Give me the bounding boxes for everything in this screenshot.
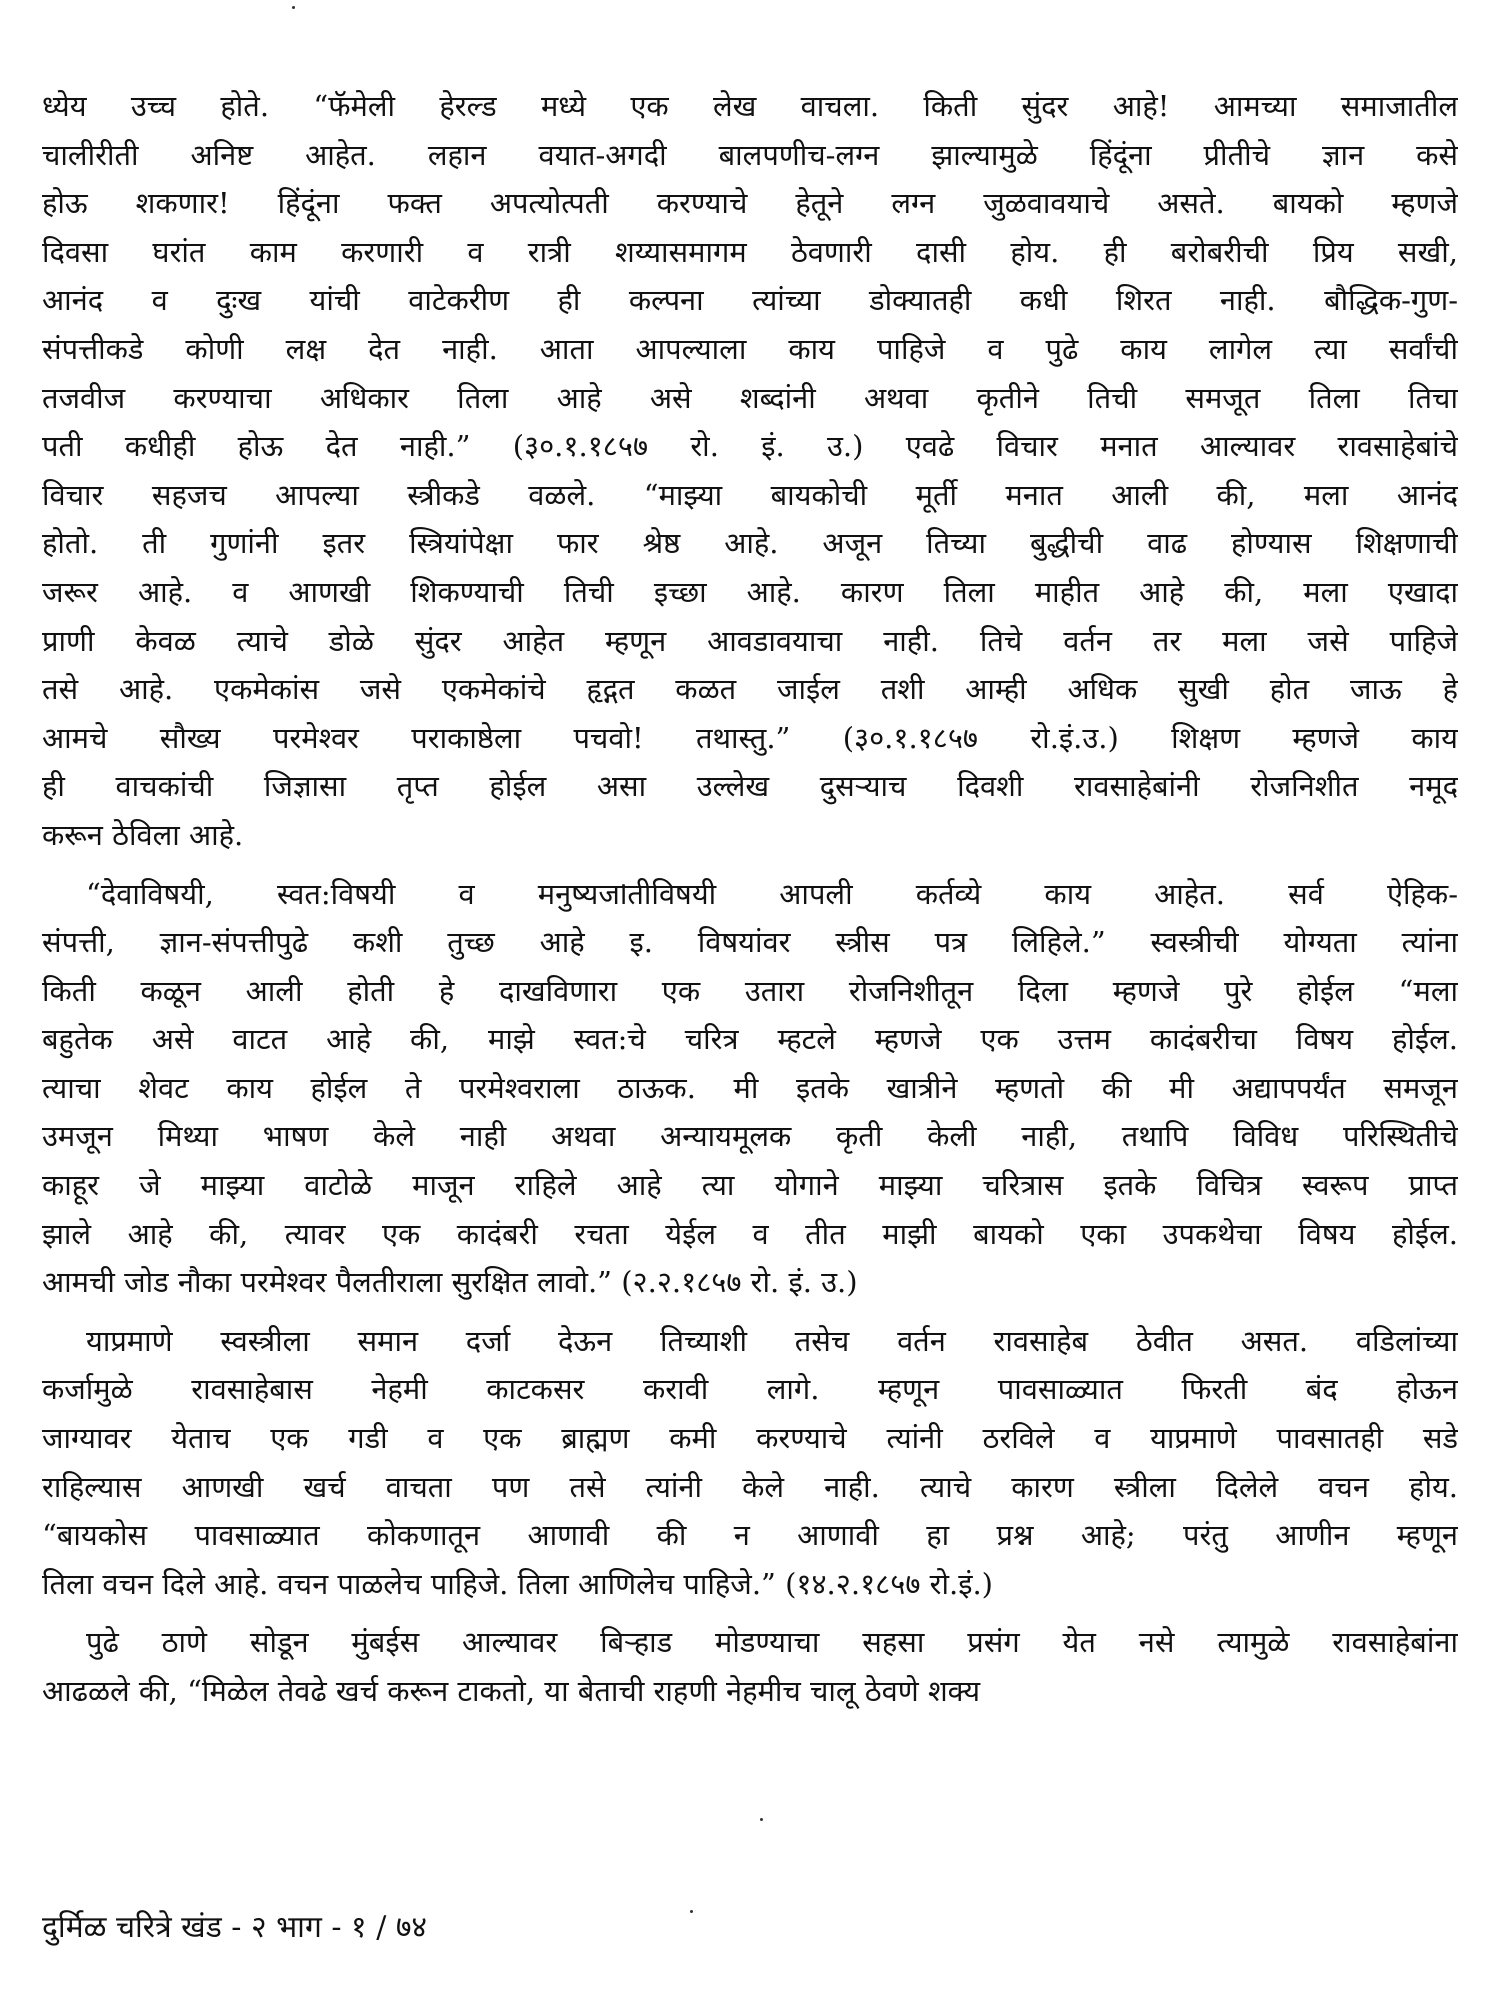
- text-line: प्राणी केवळ त्याचे डोळे सुंदर आहेत म्हणून आवडावयाचा नाही. तिचे वर्तन तर मला जसे पाहिजे: [42, 623, 1458, 658]
- text-line: ही वाचकांची जिज्ञासा तृप्त होईल असा उल्लेख दुसऱ्याच दिवशी रावसाहेबांनी रोजनिशीत नमूद: [42, 769, 1458, 804]
- scan-speck: [690, 1910, 693, 1913]
- text-line: राहिल्यास आणखी खर्च वाचता पण तसे त्यांनी केले नाही. त्याचे कारण स्त्रीला दिलेले वचन होय.: [42, 1469, 1458, 1504]
- text-line: कर्जामुळे रावसाहेबास नेहमी काटकसर करावी लागे. म्हणून पावसाळ्यात फिरती बंद होऊन: [42, 1372, 1458, 1407]
- paragraph: [42, 82, 1458, 860]
- text-line: विचार सहजच आपल्या स्त्रीकडे वळले. “माझ्या बायकोची मूर्ती मनात आली की, मला आनंद: [42, 477, 1458, 512]
- text-line: आनंद व दुःख यांची वाटेकरीण ही कल्पना त्यांच्या डोक्यातही कधी शिरत नाही. बौद्धिक-गुण-: [42, 283, 1458, 318]
- text-line: करून ठेविला आहे.: [42, 817, 244, 852]
- text-line: तसे आहे. एकमेकांस जसे एकमेकांचे हृद्गत कळत जाईल तशी आम्ही अधिक सुखी होत जाऊ हे: [42, 672, 1458, 707]
- text-line: किती कळून आली होती हे दाखविणारा एक उतारा रोजनिशीतून दिला म्हणजे पुरे होईल “मला: [42, 973, 1458, 1008]
- paragraph: [42, 1618, 1458, 1715]
- text-line: बहुतेक असे वाटत आहे की, माझे स्वत:चे चरित्र म्हटले म्हणजे एक उत्तम कादंबरीचा विषय होईल.: [42, 1022, 1458, 1057]
- text-line: होऊ शकणार! हिंदूंना फक्त अपत्योत्पती करण्याचे हेतूने लग्न जुळवावयाचे असते. बायको म्हणजे: [42, 186, 1458, 221]
- text-line: पती कधीही होऊ देत नाही.” (३०.१.१८५७ रो. इं. उ.) एवढे विचार मनात आल्यावर रावसाहेबांचे: [42, 429, 1458, 464]
- text-line: दिवसा घरांत काम करणारी व रात्री शय्यासमागम ठेवणारी दासी होय. ही बरोबरीची प्रिय सखी,: [42, 234, 1458, 269]
- text-line: तजवीज करण्याचा अधिकार तिला आहे असे शब्दांनी अथवा कृतीने तिची समजूत तिला तिचा: [42, 380, 1458, 415]
- text-line: काहूर जे माझ्या वाटोळे माजून राहिले आहे त्या योगाने माझ्या चरित्रास इतके विचित्र स्वरूप प्राप्त: [42, 1168, 1458, 1203]
- text-line: चालीरीती अनिष्ट आहेत. लहान वयात-अगदी बालपणीच-लग्न झाल्यामुळे हिंदूंना प्रीतीचे ज्ञान कसे: [42, 137, 1458, 172]
- text-line: उमजून मिथ्या भाषण केले नाही अथवा अन्यायमूलक कृती केली नाही, तथापि विविध परिस्थितीचे: [42, 1119, 1458, 1154]
- text-line: तिला वचन दिले आहे. वचन पाळलेच पाहिजे. तिला आणिलेच पाहिजे.” (१४.२.१८५७ रो.इं.): [42, 1566, 993, 1601]
- paragraph-gap: [42, 1608, 1458, 1618]
- text-line: आमची जोड नौका परमेश्वर पैलतीराला सुरक्षित लावो.” (२.२.१८५७ रो. इं. उ.): [42, 1265, 858, 1300]
- page-footer: दुर्मिळ चरित्रे खंड - २ भाग - १ / ७४: [42, 1910, 428, 1945]
- text-line: त्याचा शेवट काय होईल ते परमेश्वराला ठाऊक. मी इतके खात्रीने म्हणतो की मी अद्यापपर्यंत समजून: [42, 1070, 1458, 1105]
- body-text: [42, 82, 1458, 1716]
- scan-speck: [292, 6, 295, 9]
- text-line: संपत्ती, ज्ञान-संपत्तीपुढे कशी तुच्छ आहे इ. विषयांवर स्त्रीस पत्र लिहिले.” स्वस्त्रीची योग्यता त्यांना: [42, 925, 1458, 960]
- paragraph-gap: [42, 1307, 1458, 1317]
- text-line: “देवाविषयी, स्वत:विषयी व मनुष्यजातीविषयी आपली कर्तव्ये काय आहेत. सर्व ऐहिक-: [86, 876, 1458, 911]
- scan-speck: [760, 1818, 763, 1821]
- paragraph: [42, 1317, 1458, 1609]
- text-line: झाले आहे की, त्यावर एक कादंबरी रचता येईल व तीत माझी बायको एका उपकथेचा विषय होईल.: [42, 1216, 1458, 1251]
- text-line: संपत्तीकडे कोणी लक्ष देत नाही. आता आपल्याला काय पाहिजे व पुढे काय लागेल त्या सर्वांची: [42, 331, 1458, 366]
- text-line: पुढे ठाणे सोडून मुंबईस आल्यावर बिऱ्हाड मोडण्याचा सहसा प्रसंग येत नसे त्यामुळे रावसाहेबांना: [86, 1625, 1458, 1660]
- text-line: याप्रमाणे स्वस्त्रीला समान दर्जा देऊन तिच्याशी तसेच वर्तन रावसाहेब ठेवीत असत. वडिलांच्या: [86, 1323, 1458, 1358]
- text-line: होतो. ती गुणांनी इतर स्त्रियांपेक्षा फार श्रेष्ठ आहे. अजून तिच्या बुद्धीची वाढ होण्यास शिक्षणाची: [42, 526, 1458, 561]
- paragraph-gap: [42, 860, 1458, 870]
- text-line: जाग्यावर येताच एक गडी व एक ब्राह्मण कमी करण्याचे त्यांनी ठरविले व याप्रमाणे पावसातही सडे: [42, 1421, 1458, 1456]
- text-line: “बायकोस पावसाळ्यात कोकणातून आणावी की न आणावी हा प्रश्न आहे; परंतु आणीन म्हणून: [42, 1518, 1458, 1553]
- text-line: आढळले की, “मिळेल तेवढे खर्च करून टाकतो, या बेताची राहणी नेहमीच चालू ठेवणे शक्य: [42, 1674, 981, 1708]
- text-line: जरूर आहे. व आणखी शिकण्याची तिची इच्छा आहे. कारण तिला माहीत आहे की, मला एखादा: [42, 574, 1458, 609]
- paragraph: [42, 870, 1458, 1307]
- text-line: ध्येय उच्च होते. “फॅमेली हेरल्ड मध्ये एक लेख वाचला. किती सुंदर आहे! आमच्या समाजातील: [42, 89, 1458, 123]
- text-line: आमचे सौख्य परमेश्वर पराकाष्ठेला पचवो! तथास्तु.” (३०.१.१८५७ रो.इं.उ.) शिक्षण म्हणजे काय: [42, 720, 1458, 755]
